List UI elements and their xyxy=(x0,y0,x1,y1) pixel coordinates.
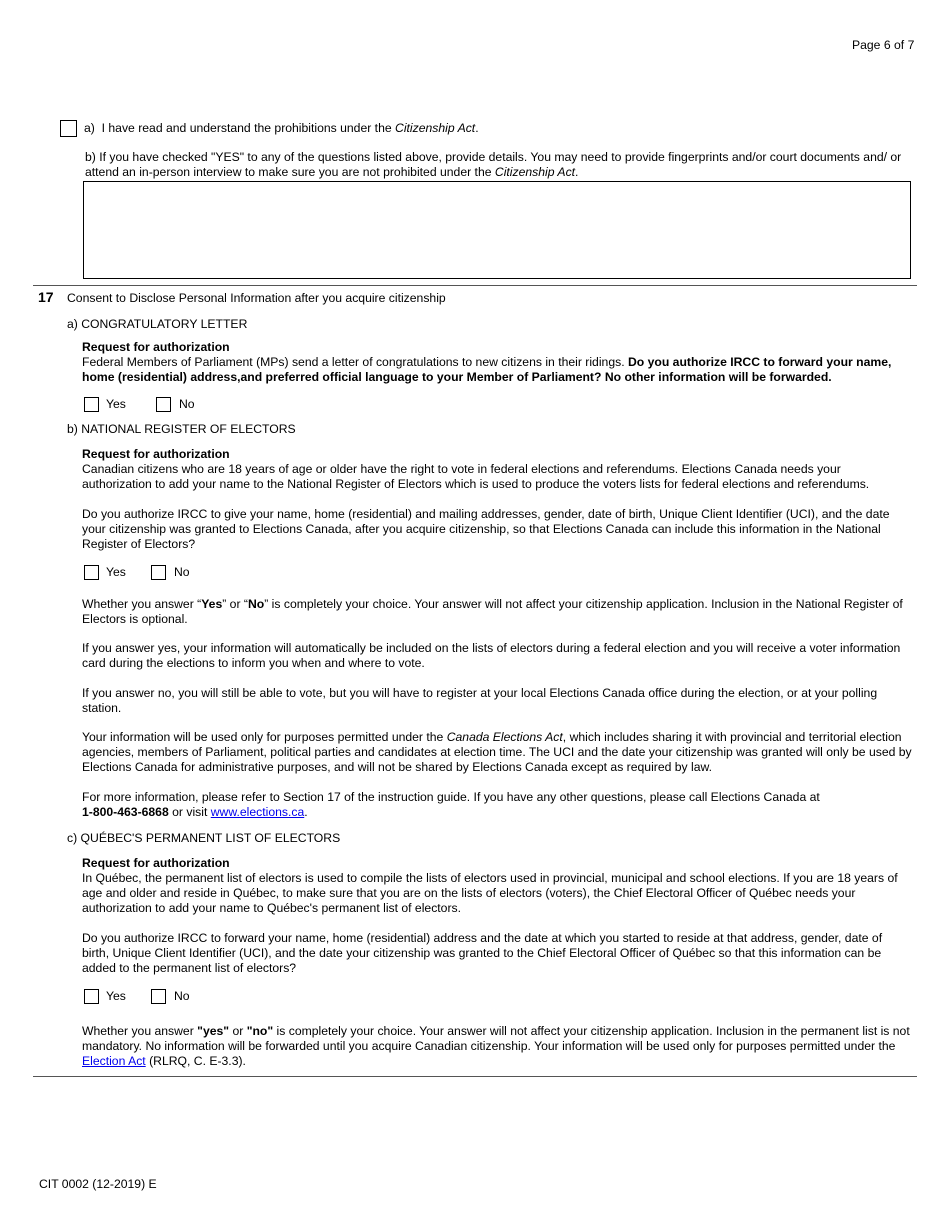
canada-elections-act-title: Canada Elections Act xyxy=(446,730,563,744)
national-no-info-text: If you answer no, you will still be able to vote, but you will have to register at your local Elections Canada office during the election, or at your polling station. xyxy=(82,686,878,715)
national-no-checkbox[interactable] xyxy=(151,565,166,580)
prohibitions-item-letter: a) xyxy=(84,121,95,135)
prohibitions-read-checkbox[interactable] xyxy=(60,120,77,137)
congratulatory-no-label: No xyxy=(179,397,195,411)
citizenship-act-title: Citizenship Act xyxy=(494,165,576,179)
quebec-no-checkbox[interactable] xyxy=(151,989,166,1004)
prohibitions-details-instructions: b) If you have checked "YES" to any of the questions listed above, provide details. You may need to provide fingerprints and/or court documents and/ or attend an in-person interview to make sure you are not prohibited under the Citizenship Act. xyxy=(85,150,902,179)
quebec-heading: c) QUÉBEC'S PERMANENT LIST OF ELECTORS xyxy=(67,831,341,845)
congratulatory-yes-label: Yes xyxy=(106,397,126,411)
quebec-yes-label: Yes xyxy=(106,989,126,1003)
national-register-heading: b) NATIONAL REGISTER OF ELECTORS xyxy=(67,422,296,436)
section-title: Consent to Disclose Personal Information after you acquire citizenship xyxy=(67,291,446,305)
elections-canada-link[interactable]: www.elections.ca xyxy=(210,805,305,819)
national-question-text: Do you authorize IRCC to give your name, home (residential) and mailing addresses, gender, date of birth, Unique Client Identifier (UCI), and the date your citizenship was granted to Elections Canada, after you acquire citizenship, so that Elections Canada can include this information in the National Register of Electors? xyxy=(82,507,890,551)
national-yes-label: Yes xyxy=(106,565,126,579)
quebec-question-text: Do you authorize IRCC to forward your name, home (residential) address and the date at which you started to reside at that address, gender, date of birth, Unique Client Identifier (UCI), and the date your citizenship was granted to the Chief Electoral Officer of Québec so that this information can be added to the permanent list of electors? xyxy=(82,931,883,975)
section-divider xyxy=(33,1076,917,1077)
section-divider xyxy=(33,285,917,286)
national-usage-text: Your information will be used only for purposes permitted under the Canada Elections Act, which includes sharing it with provincial and territorial election agencies, members of Parliament, political parties and candidates at election time. The UCI and the date your citizenship was granted will only be used by Elections Canada for administrative purposes, and will not be shared by Elections Canada except as required by law. xyxy=(82,730,912,774)
page-number: Page 6 of 7 xyxy=(852,38,915,52)
national-yes-info-text: If you answer yes, your information will automatically be included on the lists of electors during a federal election and you will receive a voter information card during the elections to inform you when and where to vote. xyxy=(82,641,901,670)
congratulatory-question: Do you authorize IRCC to forward your name, home (residential) address,and preferred official language to your Member of Parliament? No other information will be forwarded. xyxy=(82,355,892,384)
quebec-no-label: No xyxy=(174,989,190,1003)
national-choice-text: Whether you answer “Yes” or “No” is completely your choice. Your answer will not affect your citizenship application. Inclusion in the National Register of Electors is optional. xyxy=(82,597,903,626)
national-yes-checkbox[interactable] xyxy=(84,565,99,580)
citizenship-act-title: Citizenship Act xyxy=(395,121,476,135)
quebec-request-title: Request for authorization xyxy=(82,856,230,870)
congratulatory-no-checkbox[interactable] xyxy=(156,397,171,412)
quebec-yes-checkbox[interactable] xyxy=(84,989,99,1004)
congratulatory-request-text: Federal Members of Parliament (MPs) send a letter of congratulations to new citizens in their ridings. Do you authorize IRCC to forward your name, home (residential) address,and preferred official language to your Member of Parliament? No other information will be forwarded. xyxy=(82,355,892,384)
national-no-label: No xyxy=(174,565,190,579)
congratulatory-heading: a) CONGRATULATORY LETTER xyxy=(67,317,248,331)
prohibitions-details-field[interactable] xyxy=(83,181,911,279)
national-contact-text: For more information, please refer to Section 17 of the instruction guide. If you have any other questions, please call Elections Canada at 1-800-463-6868 or visit www.elections.ca. xyxy=(82,790,820,819)
prohibitions-read-text: I have read and understand the prohibitions under the xyxy=(101,121,392,135)
form-code: CIT 0002 (12-2019) E xyxy=(39,1177,157,1191)
section-number: 17 xyxy=(38,289,54,305)
elections-canada-phone: 1-800-463-6868 xyxy=(82,805,169,819)
congratulatory-yes-checkbox[interactable] xyxy=(84,397,99,412)
election-act-link[interactable]: Election Act xyxy=(82,1054,146,1068)
prohibitions-read-label: a) I have read and understand the prohibitions under the Citizenship Act. xyxy=(84,121,479,135)
quebec-choice-text: Whether you answer "yes" or "no" is completely your choice. Your answer will not affect your citizenship application. Inclusion in the permanent list is not mandatory. No information will be forwarded until you acquire Canadian citizenship. Your information will be used only for purposes permitted under the Election Act (RLRQ, C. E-3.3). xyxy=(82,1024,910,1068)
quebec-intro-text: In Québec, the permanent list of electors is used to compile the lists of electors used in provincial, municipal and school elections. If you are 18 years of age and older and reside in Québec, to make sure that you are on the lists of electors (voters), the Chief Electoral Officer of Québec needs your authorization to add your name to Québec's permanent list of electors. xyxy=(82,871,898,915)
congratulatory-request-title: Request for authorization xyxy=(82,340,230,354)
national-intro-text: Canadian citizens who are 18 years of age or older have the right to vote in federal elections and referendums. Elections Canada needs your authorization to add your name to the National Register of Electors which is used to produce the voters lists for federal elections and referendums. xyxy=(82,462,870,491)
national-request-title: Request for authorization xyxy=(82,447,230,461)
